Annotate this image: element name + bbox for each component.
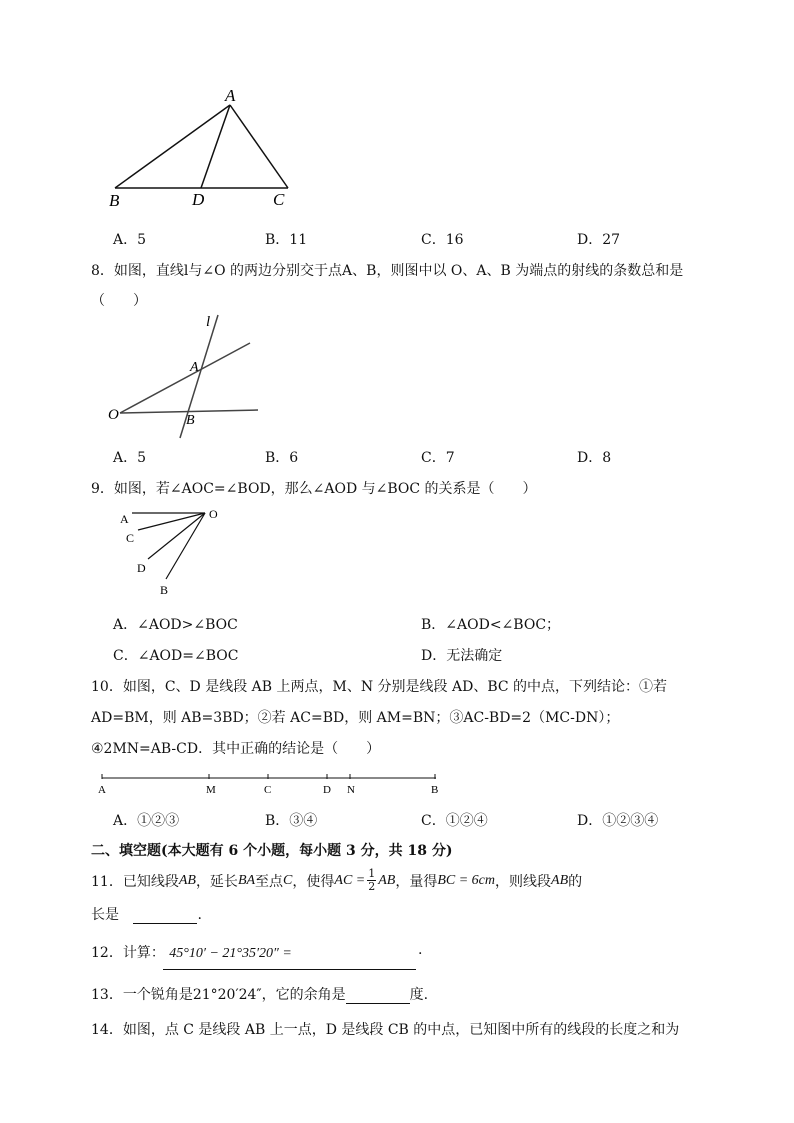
section-heading: 二、填空题(本大题有 6 个小题，每小题 3 分，共 18 分) — [91, 843, 453, 859]
q9-option-b[interactable]: B．∠AOD<∠BOC； — [421, 617, 561, 633]
q10-line-1: 10．如图，C、D 是线段 AB 上两点，M、N 分别是线段 AD、BC 的中点，下列结论：①若 — [91, 679, 668, 695]
label-a: A — [225, 86, 236, 105]
q11-fraction — [367, 868, 376, 893]
q13-text-2: 度. — [409, 987, 429, 1003]
q8-option-d[interactable]: D．8 — [577, 450, 612, 466]
rays-figure — [105, 310, 265, 442]
label-b: B — [186, 413, 195, 428]
q10-line-2: AD=BM，则 AB=3BD；②若 AC=BD，则 AM=BN；③AC-BD=2（MC-DN）； — [91, 710, 620, 726]
label-c: C — [126, 531, 135, 545]
q11-end: . — [197, 907, 202, 923]
q13-text-1: 13．一个锐角是21°20′24″，它的余角是 — [91, 987, 346, 1003]
q9-option-d[interactable]: D．无法确定 — [421, 648, 503, 664]
triangle-figure — [100, 85, 300, 210]
label-d: D — [323, 784, 331, 796]
q7-option-a[interactable]: A．5 — [113, 232, 147, 248]
label-a: A — [98, 784, 106, 796]
q9-option-a[interactable]: A．∠AOD>∠BOC — [113, 617, 238, 633]
label-b: B — [160, 583, 169, 597]
label-l: l — [206, 314, 211, 330]
q11-length-label: 长是 — [91, 907, 119, 923]
q11-ba: BA — [237, 872, 256, 888]
q13-question — [91, 984, 428, 1004]
q7-option-c[interactable]: C．16 — [421, 232, 464, 248]
q10-option-a[interactable]: A．①②③ — [113, 813, 180, 829]
q11-c: C — [283, 872, 293, 888]
q10-option-c[interactable]: C．①②④ — [421, 813, 488, 829]
q14-question: 14．如图，点 C 是线段 AB 上一点，D 是线段 CB 的中点，已知图中所有的线段的长度之和为 — [91, 1022, 680, 1038]
q10-option-d[interactable]: D．①②③④ — [577, 813, 659, 829]
q11-rhs: AB — [378, 872, 396, 888]
q11-text-1: 11．已知线段 — [91, 873, 179, 890]
q11-line-2 — [91, 904, 202, 924]
q11-text-3: 至点 — [255, 873, 284, 890]
q12-question — [91, 942, 292, 962]
segment-figure — [93, 770, 443, 800]
q11-question — [91, 868, 582, 893]
label-b: B — [109, 191, 120, 210]
q7-option-d[interactable]: D．27 — [577, 232, 621, 248]
q11-text-4: ，使得 — [292, 873, 335, 890]
angles-figure — [115, 503, 230, 598]
q12-answer-blank[interactable] — [163, 969, 416, 970]
label-c: C — [273, 190, 285, 209]
q10-line-3: ④2MN=AB-CD．其中正确的结论是（ ） — [91, 741, 381, 757]
q11-numerator: 1 — [368, 867, 376, 880]
q12-label: 12．计算： — [91, 945, 165, 961]
q10-option-b[interactable]: B．③④ — [265, 813, 318, 829]
q11-text-5: ，量得 — [395, 873, 438, 890]
q11-answer-blank[interactable] — [133, 923, 197, 924]
label-c: C — [264, 784, 272, 796]
label-a: A — [120, 512, 129, 526]
q11-text-2: ，延长 — [195, 873, 238, 890]
q12-expression: 45°10′ − 21°35′20″ = — [169, 946, 292, 961]
q9-question: 9．如图，若∠AOC=∠BOD，那么∠AOD 与∠BOC 的关系是（ ） — [91, 481, 537, 497]
q11-ab: AB — [178, 872, 196, 888]
label-o: O — [209, 507, 218, 521]
q8-question: 8．如图，直线l与∠O 的两边分别交于点A、B，则图中以 O、A、B 为端点的射线的条数总和是 — [91, 263, 684, 279]
label-o: O — [108, 407, 119, 423]
q11-lhs: AC = — [334, 872, 366, 888]
label-a: A — [190, 360, 199, 375]
label-m: M — [206, 784, 216, 796]
q13-answer-blank[interactable] — [346, 1003, 410, 1004]
label-b: B — [431, 784, 439, 796]
q11-bc: BC = 6cm — [437, 872, 496, 888]
q8-option-a[interactable]: A．5 — [113, 450, 147, 466]
label-d: D — [137, 561, 146, 575]
q11-text-7: 的 — [568, 873, 583, 890]
q12-end: . — [418, 942, 423, 958]
q8-option-b[interactable]: B．6 — [265, 450, 299, 466]
q11-text-6: ，则线段 — [495, 873, 552, 890]
q7-option-b[interactable]: B．11 — [265, 232, 308, 248]
q8-option-c[interactable]: C．7 — [421, 450, 455, 466]
label-n: N — [347, 784, 355, 796]
q11-ab-2: AB — [551, 872, 569, 888]
q9-option-c[interactable]: C．∠AOD=∠BOC — [113, 648, 239, 664]
q8-paren: （ ） — [91, 293, 147, 309]
q11-denominator: 2 — [368, 880, 376, 893]
label-d: D — [192, 190, 205, 209]
